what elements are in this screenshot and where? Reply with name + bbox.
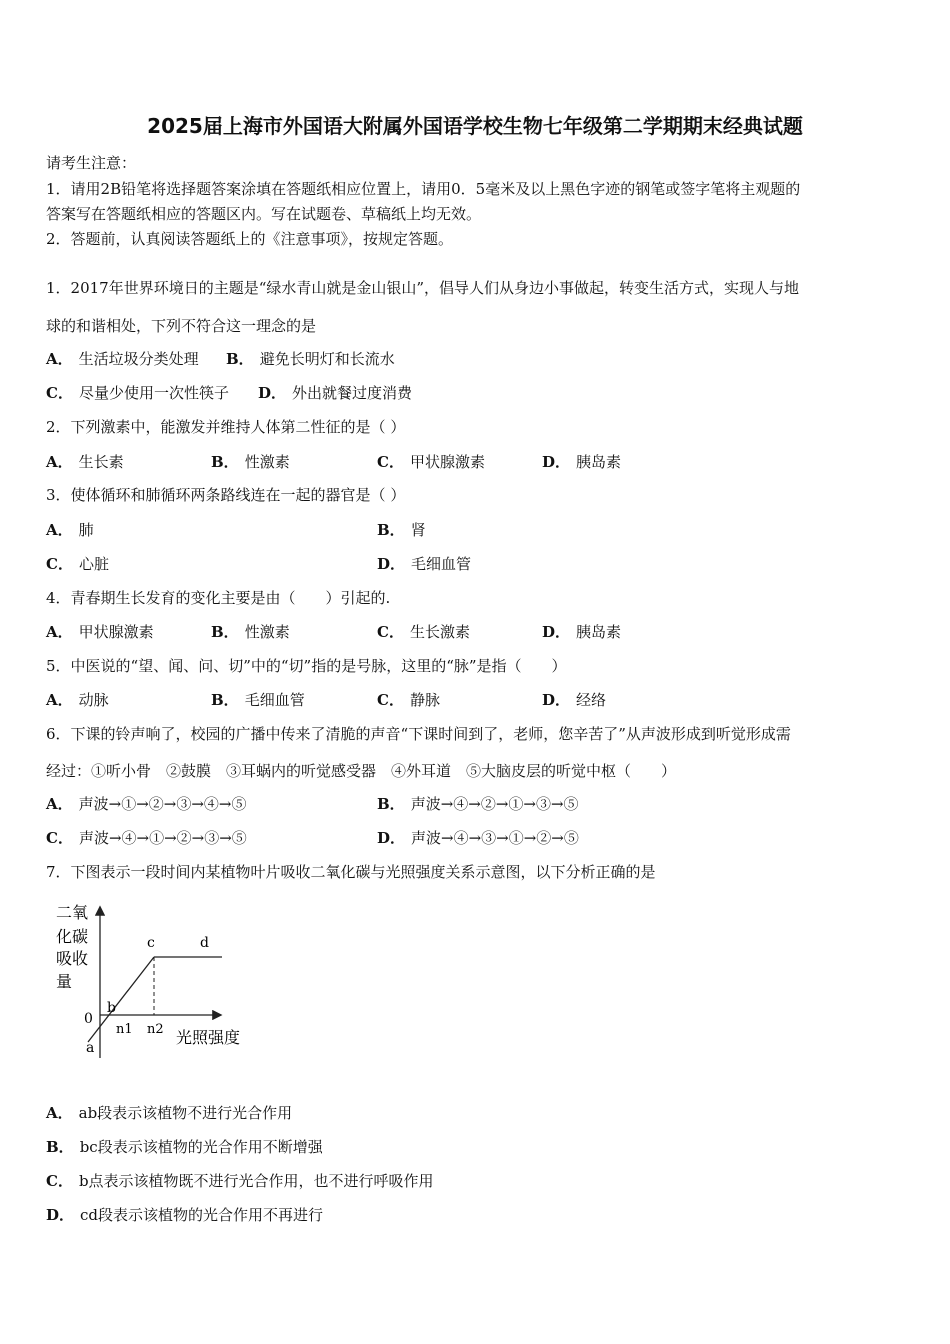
question-stem: 3．使体循环和肺循环两条路线连在一起的器官是（ ） — [46, 486, 406, 504]
option-a[interactable]: A． 生活垃圾分类处理 — [46, 350, 199, 368]
option-b[interactable]: B． 肾 — [377, 521, 426, 539]
option-c[interactable]: C． 心脏 — [46, 555, 109, 573]
question-stem: 4．青春期生长发育的变化主要是由（ ）引起的. — [46, 589, 391, 607]
option-b[interactable]: B． bc段表示该植物的光合作用不断增强 — [46, 1138, 323, 1156]
question-stem: 球的和谐相处，下列不符合这一理念的是 — [46, 317, 317, 335]
page-title: 2025届上海市外国语大附属外国语学校生物七年级第二学期期末经典试题 — [147, 114, 803, 138]
option-a[interactable]: A． 动脉 — [46, 691, 109, 709]
option-a[interactable]: A． 甲状腺激素 — [46, 623, 154, 641]
option-b[interactable]: B． 声波→④→②→①→③→⑤ — [377, 795, 579, 813]
point-c: c — [147, 935, 155, 951]
option-b[interactable]: B． 性激素 — [211, 623, 290, 641]
option-d[interactable]: D． 毛细血管 — [377, 555, 472, 573]
option-d[interactable]: D． 胰岛素 — [542, 453, 622, 471]
option-d[interactable]: D． 声波→④→③→①→②→⑤ — [377, 829, 579, 847]
point-b: b — [107, 1000, 116, 1016]
tick-n1: n1 — [116, 1022, 133, 1037]
question-stem: 1．2017年世界环境日的主题是“绿水青山就是金山银山”，倡导人们从身边小事做起，转变生活方式，实现人与地 — [46, 279, 800, 297]
co2-light-graph — [50, 900, 260, 1080]
notice-heading: 请考生注意： — [46, 154, 137, 172]
notice-line: 1．请用2B铅笔将选择题答案涂填在答题纸相应位置上，请用0．5毫米及以上黑色字迹的钢笔或签字笔将主观题的 — [46, 180, 801, 198]
question-stem: 7．下图表示一段时间内某植物叶片吸收二氧化碳与光照强度关系示意图，以下分析正确的是 — [46, 863, 656, 881]
option-a[interactable]: A． ab段表示该植物不进行光合作用 — [46, 1104, 293, 1122]
point-a: a — [86, 1040, 95, 1056]
option-c[interactable]: C． 尽量少使用一次性筷子 — [46, 384, 229, 402]
option-c[interactable]: C． 生长激素 — [377, 623, 470, 641]
option-c[interactable]: C． 甲状腺激素 — [377, 453, 485, 471]
option-c[interactable]: C． 静脉 — [377, 691, 440, 709]
notice-line: 答案写在答题纸相应的答题区内。写在试题卷、草稿纸上均无效。 — [46, 205, 482, 223]
y-label: 量 — [56, 972, 73, 991]
option-d[interactable]: D． 外出就餐过度消费 — [258, 384, 413, 402]
tick-n2: n2 — [147, 1022, 164, 1037]
option-b[interactable]: B． 毛细血管 — [211, 691, 305, 709]
option-d[interactable]: D． cd段表示该植物的光合作用不再进行 — [46, 1206, 324, 1224]
option-a[interactable]: A． 声波→①→②→③→④→⑤ — [46, 795, 247, 813]
option-d[interactable]: D． 胰岛素 — [542, 623, 622, 641]
point-d: d — [200, 935, 209, 951]
question-stem: 经过：①听小骨 ②鼓膜 ③耳蜗内的听觉感受器 ④外耳道 ⑤大脑皮层的听觉中枢（ ） — [46, 762, 677, 780]
question-stem: 2．下列激素中，能激发并维持人体第二性征的是（ ） — [46, 418, 406, 436]
notice-line: 2．答题前，认真阅读答题纸上的《注意事项》，按规定答题。 — [46, 230, 454, 248]
option-c[interactable]: C． 声波→④→①→②→③→⑤ — [46, 829, 247, 847]
option-a[interactable]: A． 肺 — [46, 521, 94, 539]
question-stem: 5．中医说的“望、闻、问、切”中的“切”指的是号脉，这里的“脉”是指（ ） — [46, 657, 567, 675]
y-label: 吸收 — [56, 949, 89, 968]
y-label: 化碳 — [56, 927, 89, 946]
origin-label: 0 — [84, 1011, 93, 1027]
option-c[interactable]: C． b点表示该植物既不进行光合作用，也不进行呼吸作用 — [46, 1172, 434, 1190]
option-a[interactable]: A． 生长素 — [46, 453, 124, 471]
option-b[interactable]: B． 性激素 — [211, 453, 290, 471]
x-label: 光照强度 — [176, 1028, 241, 1047]
question-stem: 6．下课的铃声响了，校园的广播中传来了清脆的声音“下课时间到了，老师，您辛苦了”从声波形成到听觉形成需 — [46, 725, 791, 743]
option-b[interactable]: B． 避免长明灯和长流水 — [226, 350, 395, 368]
y-label: 二氧 — [56, 903, 89, 922]
option-d[interactable]: D． 经络 — [542, 691, 607, 709]
